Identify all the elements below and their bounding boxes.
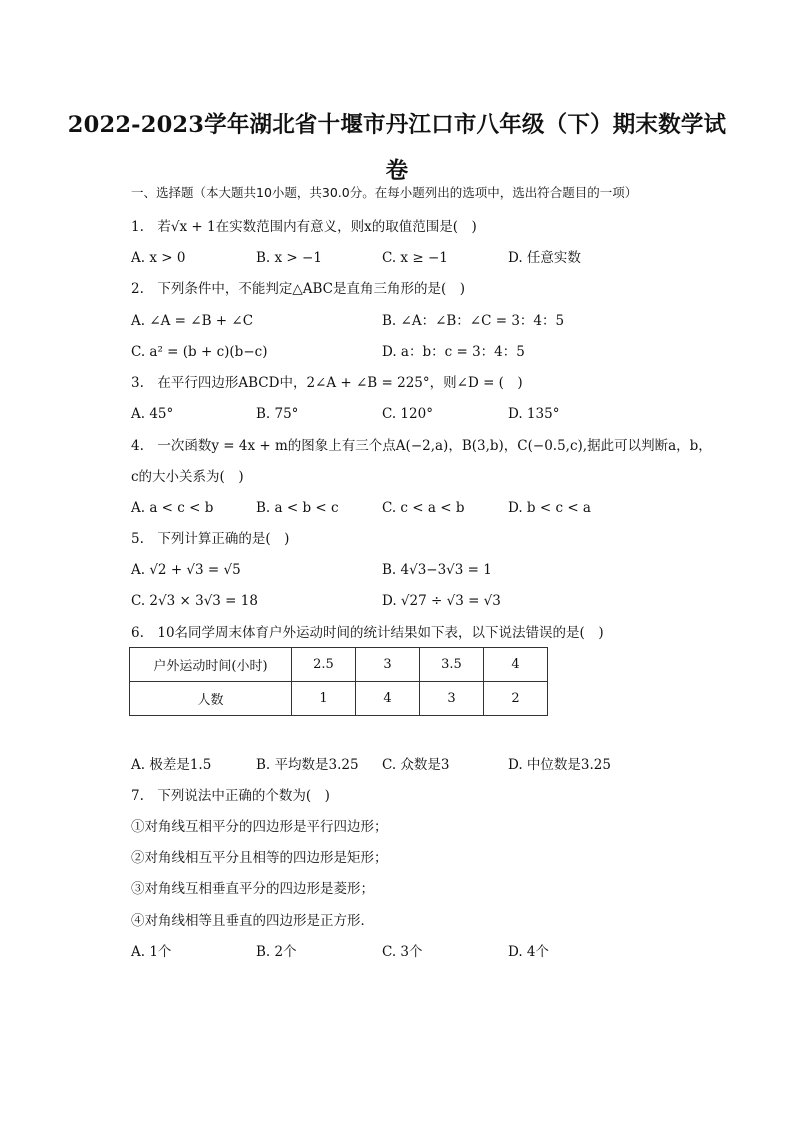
q2-option-d: D. a：b：c = 3：4：5 — [382, 344, 525, 360]
question-1-stem: 1. 若√x + 1在实数范围内有意义，则x的取值范围是( ) — [131, 219, 477, 235]
q5-option-b: B. 4√3−3√3 = 1 — [382, 562, 492, 578]
section-heading: 一、选择题（本大题共10小题，共30.0分。在每小题列出的选项中，选出符合题目的一项） — [131, 185, 638, 200]
q7-option-c: C. 3个 — [382, 944, 423, 960]
table-cell: 4 — [356, 682, 420, 716]
title-line-1: 2022-2023学年湖北省十堰市丹江口市八年级（下）期末数学试 — [67, 112, 727, 138]
q7-statement-4: ④对角线相等且垂直的四边形是正方形． — [131, 913, 374, 929]
stats-table — [129, 647, 548, 716]
q4-option-d: D. b < c < a — [508, 500, 591, 516]
q1-option-c: C. x ≥ −1 — [382, 250, 448, 266]
question-2-stem: 2. 下列条件中，不能判定△ABC是直角三角形的是( ) — [131, 281, 466, 297]
q2-option-c: C. a² = (b + c)(b−c) — [131, 344, 268, 360]
question-5-stem: 5. 下列计算正确的是( ) — [131, 531, 290, 547]
table-cell: 人数 — [130, 682, 292, 716]
q3-option-c: C. 120° — [382, 406, 433, 422]
q4-option-c: C. c < a < b — [382, 500, 465, 516]
table-cell: 2 — [484, 682, 548, 716]
table-cell: 4 — [484, 648, 548, 682]
question-4-stem: 4. 一次函数y = 4x + m的图象上有三个点A(−2,a)，B(3,b)，C(−0.5,c),据此可以判断a，b， — [131, 438, 712, 454]
title-line-2: 卷 — [385, 158, 409, 184]
q4-option-a: A. a < c < b — [131, 500, 214, 516]
q5-option-a: A. √2 + √3 = √5 — [131, 562, 241, 578]
q6-option-d: D. 中位数是3.25 — [508, 757, 611, 773]
question-4-stem-cont: c的大小关系为( ) — [131, 469, 244, 485]
q5-option-c: C. 2√3 × 3√3 = 18 — [131, 593, 258, 609]
q1-option-d: D. 任意实数 — [508, 250, 581, 266]
q5-option-d: D. √27 ÷ √3 = √3 — [382, 593, 501, 609]
q3-option-a: A. 45° — [131, 406, 174, 422]
question-7-stem: 7. 下列说法中正确的个数为( ) — [131, 788, 330, 804]
question-6-stem: 6. 10名同学周末体育户外运动时间的统计结果如下表，以下说法错误的是( ) — [131, 625, 604, 641]
q3-option-d: D. 135° — [508, 406, 560, 422]
table-cell: 3 — [356, 648, 420, 682]
table-cell: 3 — [420, 682, 484, 716]
q4-option-b: B. a < b < c — [256, 500, 339, 516]
q7-option-a: A. 1个 — [131, 944, 172, 960]
q7-statement-2: ②对角线相互平分且相等的四边形是矩形； — [131, 850, 388, 866]
q6-option-a: A. 极差是1.5 — [131, 757, 212, 773]
q3-option-b: B. 75° — [256, 406, 299, 422]
q2-option-b: B. ∠A：∠B：∠C = 3：4：5 — [382, 313, 565, 329]
q2-option-a: A. ∠A = ∠B + ∠C — [131, 313, 254, 329]
q7-statement-3: ③对角线互相垂直平分的四边形是菱形； — [131, 881, 374, 897]
table-cell: 1 — [292, 682, 356, 716]
q6-option-b: B. 平均数是3.25 — [256, 757, 359, 773]
q7-statement-1: ①对角线互相平分的四边形是平行四边形； — [131, 819, 388, 835]
q7-option-d: D. 4个 — [508, 944, 550, 960]
table-cell: 户外运动时间(小时) — [130, 648, 292, 682]
table-row — [130, 648, 548, 682]
q6-option-c: C. 众数是3 — [382, 757, 450, 773]
table-cell: 2.5 — [292, 648, 356, 682]
table-row — [130, 682, 548, 716]
q1-option-a: A. x > 0 — [131, 250, 186, 266]
table-cell: 3.5 — [420, 648, 484, 682]
q7-option-b: B. 2个 — [256, 944, 297, 960]
page-title — [60, 102, 734, 194]
question-3-stem: 3. 在平行四边形ABCD中，2∠A + ∠B = 225°，则∠D = ( ) — [131, 375, 523, 391]
q1-option-b: B. x > −1 — [256, 250, 322, 266]
